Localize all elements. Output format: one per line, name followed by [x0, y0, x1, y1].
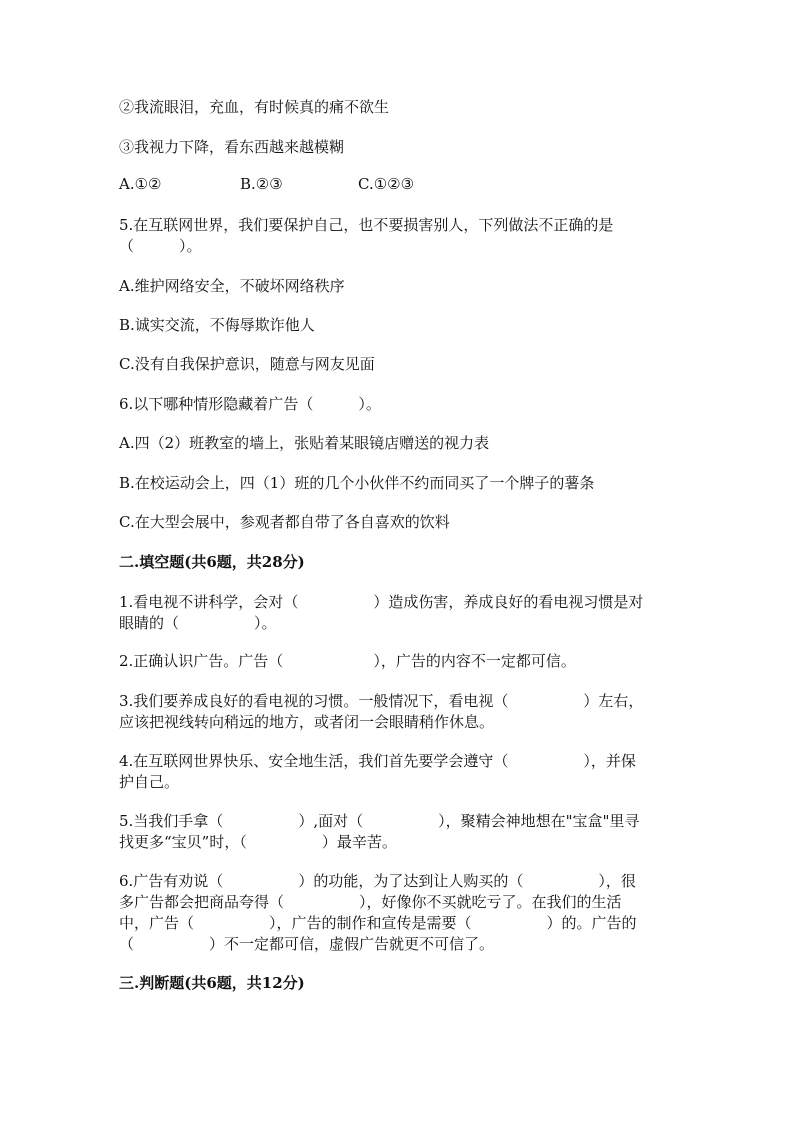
fill-item-3-line2: 应该把视线转向稍远的地方，或者闭一会眼睛稍作休息。	[119, 713, 495, 731]
q4-options	[0, 174, 794, 196]
fill-item-4-line2: 护自己。	[119, 773, 180, 791]
fill-item-1-line1: 1.看电视不讲科学，会对（ ）造成伤害，养成良好的看电视习惯是对	[119, 593, 644, 611]
fill-item-2-line1: 2.正确认识广告。广告（ ），广告的内容不一定都可信。	[119, 652, 576, 670]
q4-option-a: A.①②	[119, 175, 162, 193]
q6-stem: 6.以下哪种情形隐藏着广告（ ）。	[119, 395, 381, 413]
fill-item-1-line2: 眼睛的（ ）。	[119, 614, 277, 632]
q6-option-c: C.在大型会展中，参观者都自带了各自喜欢的饮料	[119, 513, 450, 531]
q5-option-c: C.没有自我保护意识，随意与网友见面	[119, 355, 375, 373]
fill-item-6-line2: 多广告都会把商品夸得（ ），好像你不买就吃亏了。在我们的生活	[119, 893, 622, 911]
fill-item-4-line1: 4.在互联网世界快乐、安全地生活，我们首先要学会遵守（ ），并保	[119, 752, 636, 770]
section3-title: 三.判断题(共6题，共12分)	[119, 974, 305, 992]
fill-item-6-line4: （ ）不一定都可信，虚假广告就更不可信了。	[119, 935, 495, 953]
fill-item-6-line3: 中，广告（ ），广告的制作和宣传是需要（ ）的。广告的	[119, 914, 637, 932]
q4-option-b: B.②③	[240, 175, 283, 193]
fill-item-5-line1: 5.当我们手拿（ ）,面对（ ），聚精会神地想在"宝盒"里寻	[119, 812, 640, 830]
q5-option-a: A.维护网络安全，不破坏网络秩序	[119, 277, 345, 295]
q5-stem-line1: 5.在互联网世界，我们要保护自己，也不要损害别人，下列做法不正确的是	[119, 216, 614, 234]
section2-title: 二.填空题(共6题，共28分)	[119, 553, 305, 571]
q4-statement-2: ②我流眼泪，充血，有时候真的痛不欲生	[119, 98, 390, 116]
fill-item-5-line2: 找更多“宝贝”时，（ ）最辛苦。	[119, 833, 397, 851]
q6-option-b: B.在校运动会上，四（1）班的几个小伙伴不约而同买了一个牌子的薯条	[119, 474, 595, 492]
fill-item-6-line1: 6.广告有劝说（ ）的功能，为了达到让人购买的（ ），很	[119, 872, 636, 890]
fill-item-3-line1: 3.我们要养成良好的看电视的习惯。一般情况下，看电视（ ）左右，	[119, 692, 644, 710]
q6-option-a: A.四（2）班教室的墙上，张贴着某眼镜店赠送的视力表	[119, 434, 490, 452]
q5-stem-line2: （ ）。	[119, 237, 202, 255]
q5-option-b: B.诚实交流，不侮辱欺诈他人	[119, 316, 315, 334]
q4-option-c: C.①②③	[358, 175, 415, 193]
q4-statement-3: ③我视力下降，看东西越来越模糊	[119, 138, 345, 156]
